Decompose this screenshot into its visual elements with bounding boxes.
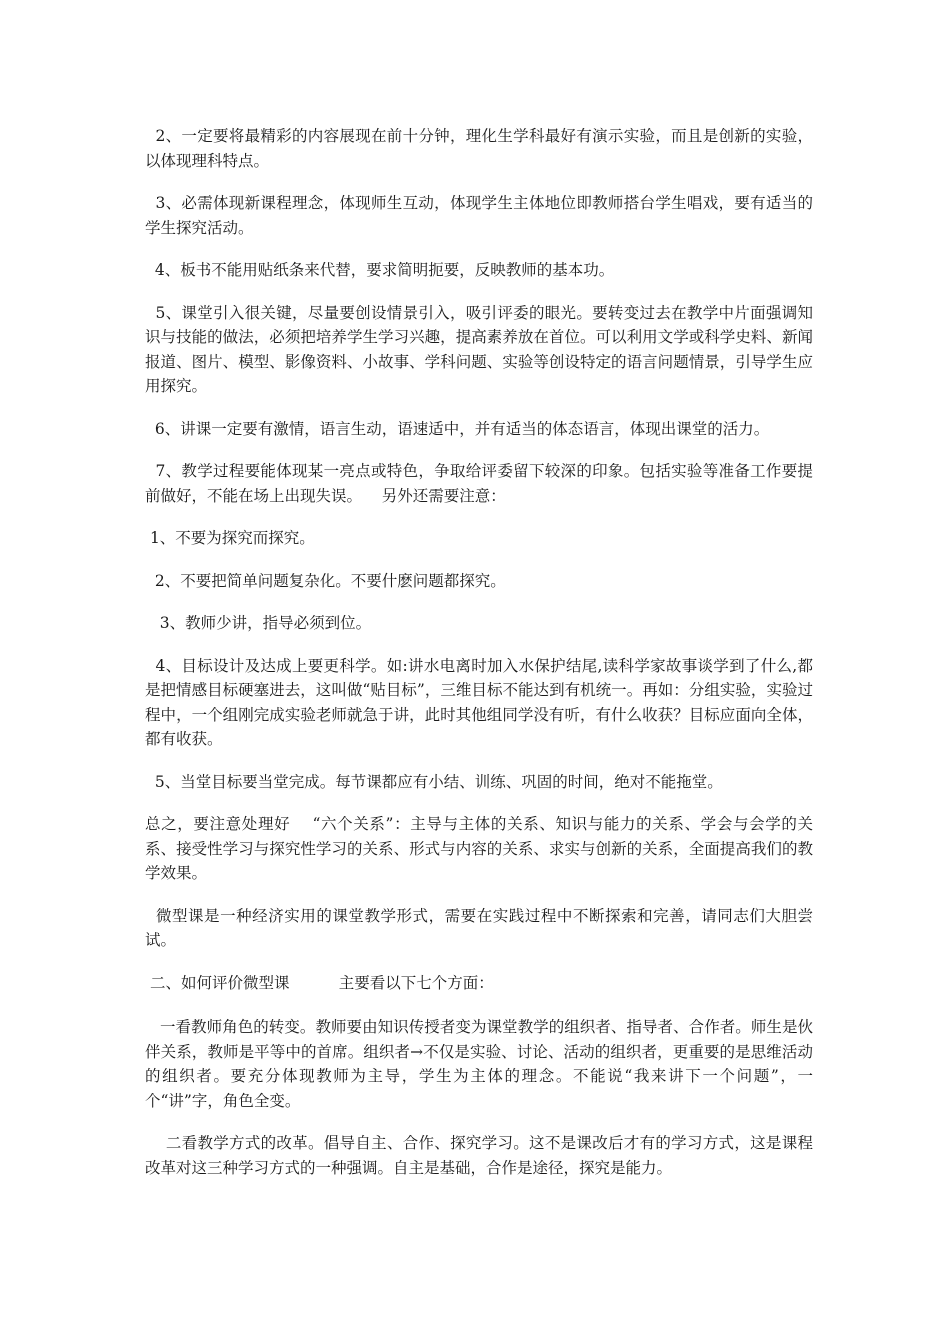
note-item-4: 4、目标设计及达成上要更科学。如:讲水电离时加入水保护结尾,读科学家故事谈学到了什么,都是把情感目标硬塞进去，这叫做“贴目标”，三维目标不能达到有机统一。再如：分组实验，实验过程中，一个组刚完成实验老师就急于讲，此时其他组同学没有听，有什么收获？目标应面向全体， 都有收获。 [145, 656, 823, 748]
paragraph-item-7: 7、教学过程要能体现某一亮点或特色，争取给评委留下较深的印象。包括实验等准备工作要提前做好，不能在场上出现失误。 另外还需要注意： [145, 462, 813, 505]
evaluation-point-1: 一看教师角色的转变。教师要由知识传授者变为课堂教学的组织者、指导者、合作者。师生是伙伴关系，教师是平等中的首席。组织者→不仅是实验、讨论、活动的组织者，更重要的是思维活动的组织者。要充分体现教师为主导，学生为主体的理念。不能说“我来讲下一个问题”，一个“讲”字，角色全变。 [145, 1018, 813, 1110]
paragraph-item-2: 2、一定要将最精彩的内容展现在前十分钟，理化生学科最好有演示实验，而且是创新的实验，以体现理科特点。 [145, 127, 813, 170]
note-item-2: 2、不要把简单问题复杂化。不要什麽问题都探究。 [145, 571, 506, 590]
note-item-5: 5、当堂目标要当堂完成。每节课都应有小结、训练、巩固的时间，绝对不能拖堂。 [145, 772, 723, 791]
paragraph-item-6: 6、讲课一定要有激情，语言生动，语速适中，并有适当的体态语言，体现出课堂的活力。 [145, 419, 770, 438]
closing-paragraph: 微型课是一种经济实用的课堂教学形式，需要在实践过程中不断探索和完善，请同志们大胆尝试。 [145, 906, 813, 949]
paragraph-item-5: 5、课堂引入很关键，尽量要创设情景引入，吸引评委的眼光。要转变过去在教学中片面强调知识与技能的做法，必须把培养学生学习兴趣，提高素养放在首位。可以利用文学或科学史料、新闻报道、图片、模型、影像资料、小故事、学科问题、实验等创设特定的语言问题情景，引导学生应用探究。 [145, 303, 813, 395]
paragraph-item-3: 3、必需体现新课程理念，体现师生互动，体现学生主体地位即教师搭台学生唱戏，要有适当的学生探究活动。 [145, 194, 813, 237]
evaluation-point-2: 二看教学方式的改革。倡导自主、合作、探究学习。这不是课改后才有的学习方式，这是课程改革对这三种学习方式的一种强调。自主是基础，合作是途径，探究是能力。 [145, 1134, 813, 1177]
document-body [145, 124, 823, 1198]
paragraph-item-4: 4、板书不能用贴纸条来代替，要求简明扼要，反映教师的基本功。 [145, 261, 615, 279]
note-item-3: 3、教师少讲，指导必须到位。 [145, 614, 372, 632]
summary-paragraph: 总之，要注意处理好 “六个关系”：主导与主体的关系、知识与能力的关系、学会与会学的关系、接受性学习与探究性学习的关系、形式与内容的关系、求实与创新的关系，全面提高我们的教学效果。 [145, 815, 813, 882]
section-heading: 二、如何评价微型课 主要看以下七个方面： [145, 973, 494, 992]
note-item-1: 1、不要为探究而探究。 [145, 529, 315, 547]
